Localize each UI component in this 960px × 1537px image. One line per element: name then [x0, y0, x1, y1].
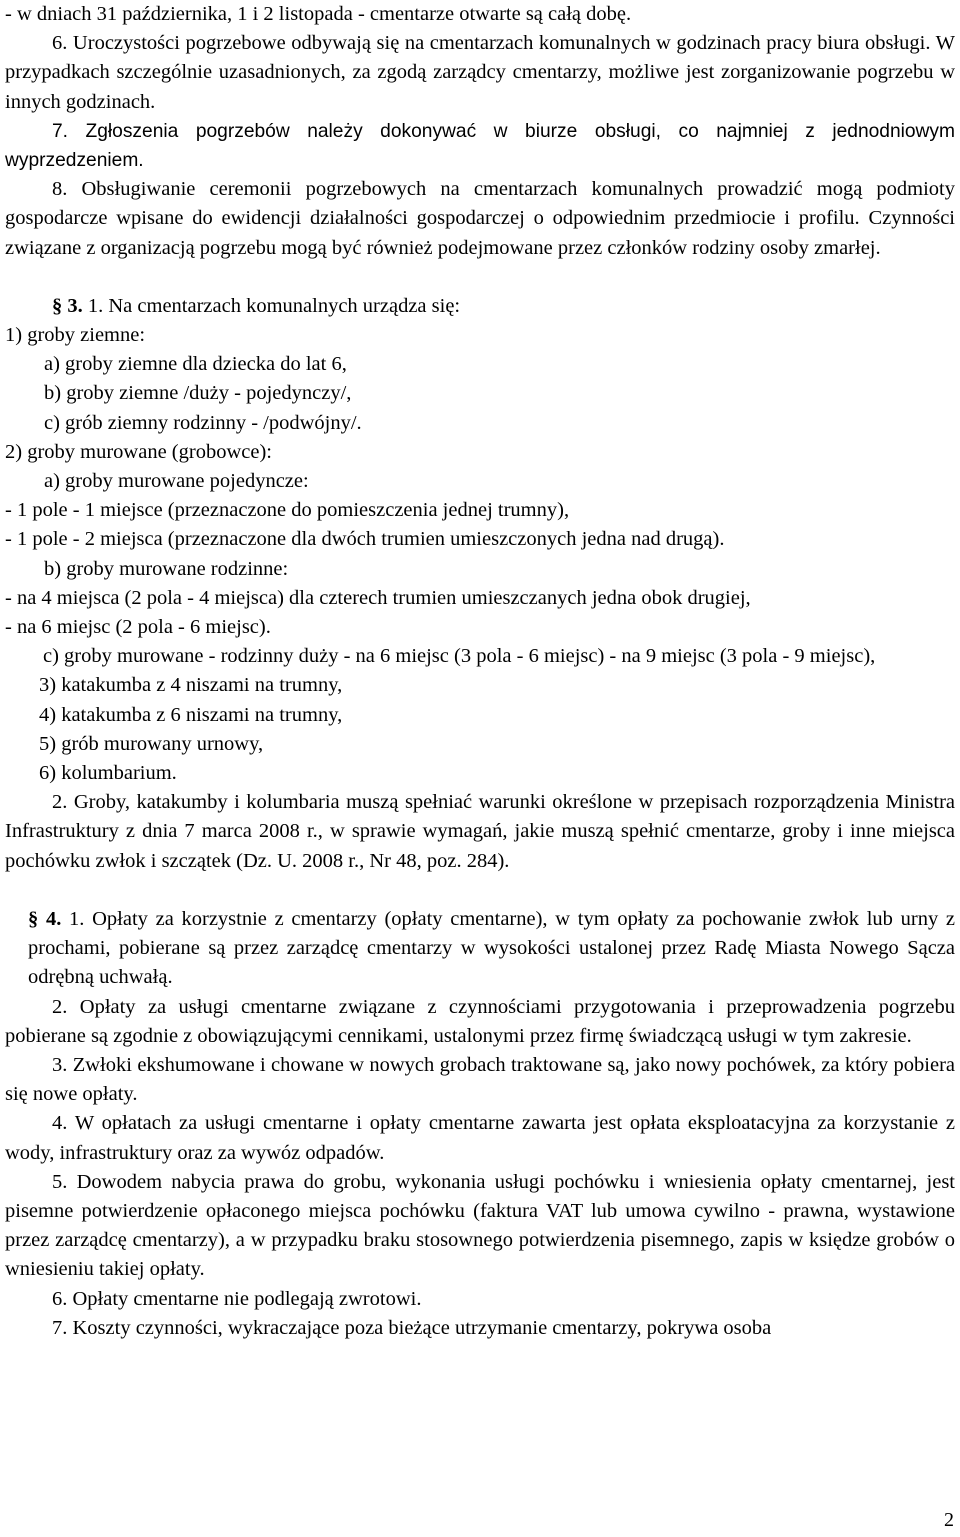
section-4-paragraph-3: 3. Zwłoki ekshumowane i chowane w nowych grobach traktowane są, jako nowy pochówek, za który pobiera się nowe opłaty.	[5, 1053, 955, 1106]
list-item-2b-2: - na 6 miejsc (2 pola - 6 miejsc).	[5, 616, 271, 639]
section-4-paragraph-2: 2. Opłaty za usługi cmentarne związane z czynnościami przygotowania i przeprowadzenia pogrzebu pobierane są zgodnie z obowiązującymi cennikami, ustalonymi przez firmę świadczącą usługi w tym zakresie.	[5, 995, 955, 1047]
document-body	[5, 0, 955, 1343]
section-4-heading: § 4.	[28, 907, 62, 930]
section-4-paragraph-4: 4. W opłatach za usługi cmentarne i opłaty cmentarne zawarta jest opłata eksploatacyjna za korzystanie z wody, infrastruktury oraz za wywóz odpadów.	[5, 1112, 955, 1164]
section-3-paragraph-2: 2. Groby, katakumby i kolumbaria muszą spełniać warunki określone w przepisach rozporządzenia Ministra Infrastruktury z dnia 7 marca 2008 r., w sprawie wymagań, jakie muszą spełnić cmentarze, groby i inne miejsca pochówku zwłok i szczątek (Dz. U. 2008 r., Nr 48, poz. 284).	[5, 791, 955, 872]
section-3-p1-text: 1. Na cmentarzach komunalnych urządza się:	[87, 294, 461, 317]
list-item-2a: a) groby murowane pojedyncze:	[44, 470, 309, 493]
section-3-heading: § 3.	[52, 294, 83, 317]
list-item-2: 2) groby murowane (grobowce):	[5, 440, 272, 463]
list-item-1a: a) groby ziemne dla dziecka do lat 6,	[44, 353, 347, 376]
list-item-2a-1: - 1 pole - 1 miejsce (przeznaczone do pomieszczenia jednej trumny),	[5, 499, 570, 522]
section-4-paragraph-1	[5, 905, 955, 993]
paragraph-6: 6. Uroczystości pogrzebowe odbywają się na cmentarzach komunalnych w godzinach pracy biura obsługi. W przypadkach szczególnie uzasadnionych, za zgodą zarządcy cmentarzy, możliwe jest zorganizowanie pogrzebu w innych godzinach.	[5, 32, 955, 113]
list-item-1: 1) groby ziemne:	[5, 324, 146, 347]
list-item-1b: b) groby ziemne /duży - pojedynczy/,	[44, 382, 352, 405]
spacer	[5, 876, 955, 905]
paragraph-7: 7. Zgłoszenia pogrzebów należy dokonywać w biurze obsługi, co najmniej z jednodniowym wyprzedzeniem.	[5, 120, 955, 172]
list-item-2c: c) groby murowane - rodzinny duży - na 6 miejsc (3 pola - 6 miejsc) - na 9 miejsc (3 pola - 9 miejsc),	[43, 645, 876, 668]
list-item-2a-2: - 1 pole - 2 miejsca (przeznaczone dla dwóch trumien umieszczonych jedna nad drugą).	[5, 528, 725, 551]
list-item-2b: b) groby murowane rodzinne:	[44, 557, 289, 580]
list-item-3: 3) katakumba z 4 niszami na trumny,	[39, 674, 343, 697]
list-item-1c: c) grób ziemny rodzinny - /podwójny/.	[44, 411, 362, 434]
list-item-4: 4) katakumba z 6 niszami na trumny,	[39, 703, 343, 726]
section-3-paragraph-1	[5, 292, 955, 321]
opening-hours-line: - w dniach 31 października, 1 i 2 listopada - cmentarze otwarte są całą dobę.	[5, 3, 632, 25]
section-4-paragraph-7: 7. Koszty czynności, wykraczające poza bieżące utrzymanie cmentarzy, pokrywa osoba	[52, 1316, 772, 1339]
section-4-paragraph-5: 5. Dowodem nabycia prawa do grobu, wykonania usługi pochówku i wniesienia opłaty cmentarnej, jest pisemne potwierdzenie opłaconego miejsca pochówku (faktura VAT lub umowa cywilno - prawna, wystawione przez zarządcę cmentarzy), a w przypadku braku stosownego potwierdzenia pisemnego, zapis w księdze grobów o wniesieniu takiej opłaty.	[5, 1170, 955, 1281]
list-item-6: 6) kolumbarium.	[39, 762, 177, 785]
spacer	[5, 263, 955, 292]
paragraph-8: 8. Obsługiwanie ceremonii pogrzebowych na cmentarzach komunalnych prowadzić mogą podmioty gospodarcze wpisane do ewidencji działalności gospodarczej o odpowiednim przedmiocie i profilu. Czynności związane z organizacją pogrzebu mogą być również podejmowane przez członków rodziny osoby zmarłej.	[5, 178, 955, 259]
list-item-2b-1: - na 4 miejsca (2 pola - 4 miejsca) dla czterech trumien umieszczanych jedna obok drugiej,	[5, 586, 751, 609]
section-4-p1-text: 1. Opłaty za korzystnie z cmentarzy (opłaty cmentarne), w tym opłaty za pochowanie zwłok lub urny z prochami, pobierane są przez zarządcę cmentarzy w wysokości ustalonej przez Radę Miasta Nowego Sącza odrębną uchwałą.	[28, 907, 955, 989]
section-4-paragraph-6: 6. Opłaty cmentarne nie podlegają zwrotowi.	[52, 1287, 422, 1310]
page-number: 2	[944, 1509, 954, 1531]
list-item-5: 5) grób murowany urnowy,	[39, 732, 264, 755]
